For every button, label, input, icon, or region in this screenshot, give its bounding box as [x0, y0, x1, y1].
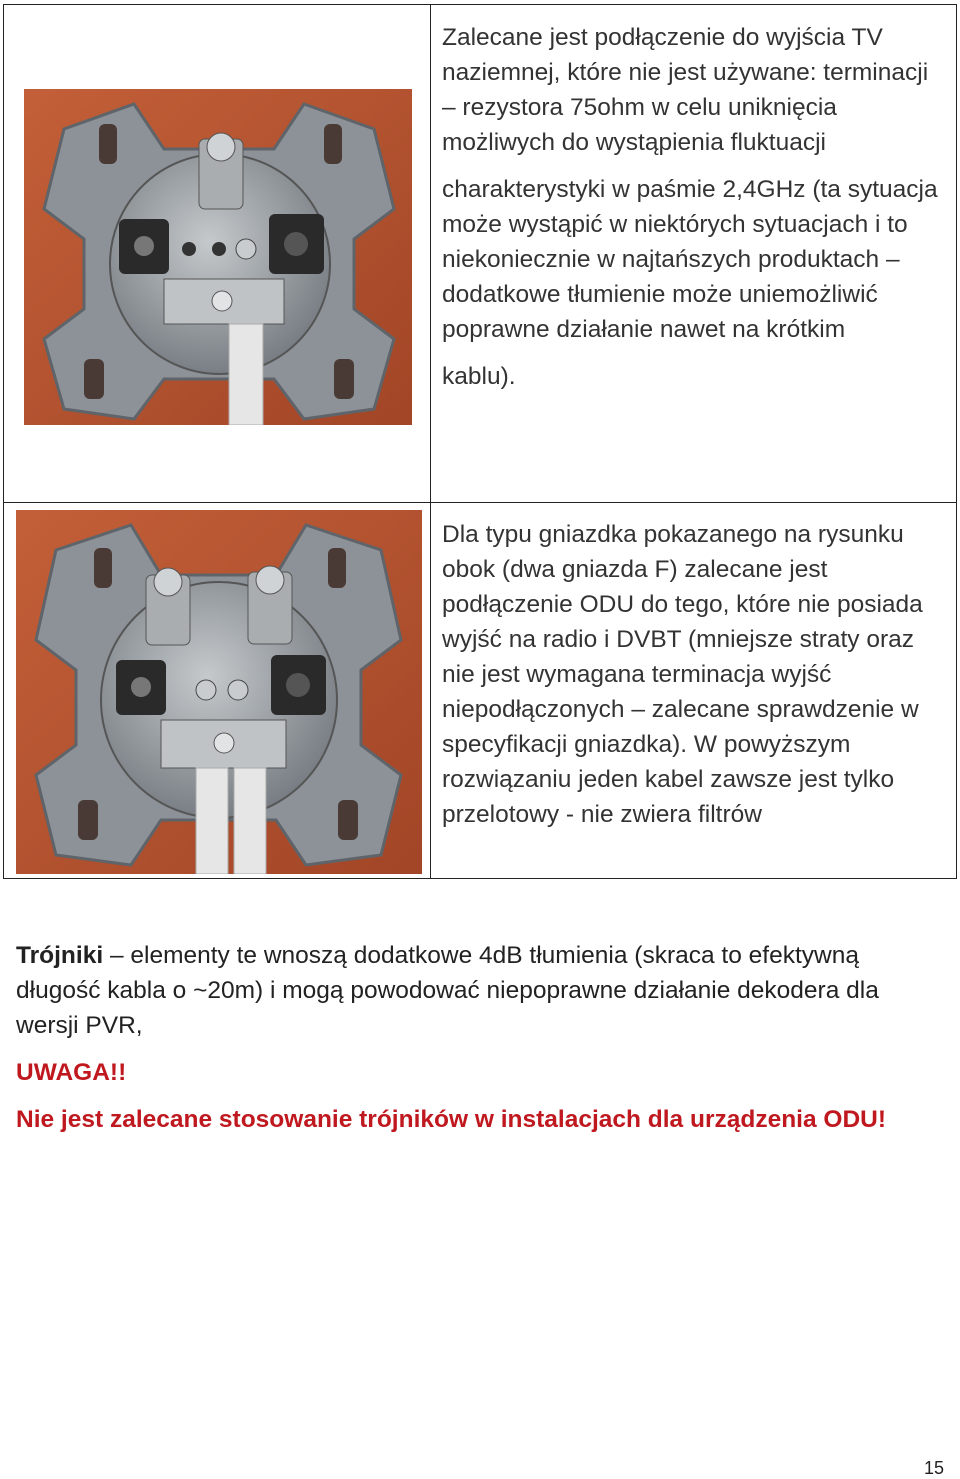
paragraph: kablu).: [442, 363, 516, 390]
warning-heading: UWAGA!!: [16, 1059, 127, 1086]
note-text: – elementy te wnoszą dodatkowe 4dB tłumienia (skraca to efektywną długość kabla o ~20m) i mogą powodować niepoprawne działanie dekodera dla wersji PVR,: [16, 942, 879, 1039]
bold-term: Trójniki: [16, 942, 104, 969]
image-cell: [4, 5, 431, 503]
splitter-note: [16, 938, 946, 1043]
paragraph: Zalecane jest podłączenie do wyjścia TV naziemnej, które nie jest używane: terminacji – rezystora 75ohm w celu uniknięcia możliwych do wystąpienia fluktuacji: [442, 24, 929, 156]
wall-socket-photo-single-f: [24, 89, 412, 425]
warning-text: Nie jest zalecane stosowanie trójników w instalacjach dla urządzenia ODU!: [16, 1106, 887, 1133]
text-cell: [431, 5, 957, 503]
text-cell: [431, 503, 957, 879]
paragraph: Dla typu gniazdka pokazanego na rysunku obok (dwa gniazda F) zalecane jest podłączenie ODU do tego, które nie posiada wyjść na radio i DVBT (mniejsze straty oraz nie jest wymagana terminacja wyjść niepodłączonych – zalecane sprawdzenie w specyfikacji gniazdka). W powyższym rozwiązaniu jeden kabel zawsze jest tylko przelotowy - nie zwiera filtrów: [442, 521, 923, 828]
image-cell: [4, 503, 431, 879]
table-row: [4, 503, 957, 879]
content-table: [3, 4, 957, 879]
wall-socket-photo-double-f: [16, 510, 422, 874]
table-row: [4, 5, 957, 503]
paragraph: charakterystyki w paśmie 2,4GHz (ta sytuacja może wystąpić w niektórych sytuacjach i to niekoniecznie w najtańszych produktach – dodatkowe tłumienie może uniemożliwić poprawne działanie nawet na krótkim: [442, 176, 938, 343]
page-number: 15: [923, 1458, 944, 1478]
